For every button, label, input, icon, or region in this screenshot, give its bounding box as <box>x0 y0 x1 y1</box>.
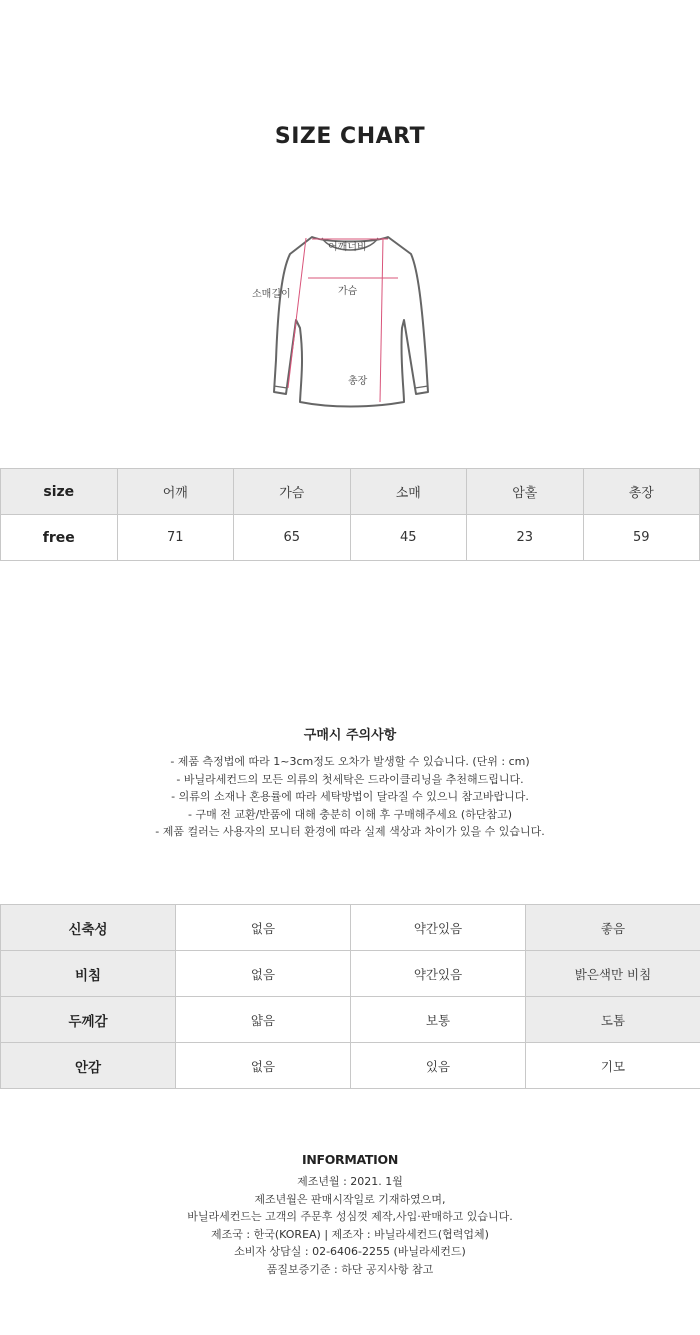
header-armhole: 암홀 <box>467 469 584 515</box>
cell-shoulder: 71 <box>117 515 234 561</box>
header-chest: 가슴 <box>234 469 351 515</box>
cell-chest: 65 <box>234 515 351 561</box>
purchase-notice <box>0 724 700 841</box>
product-information <box>0 1152 700 1279</box>
length-label: 총장 <box>348 376 368 387</box>
garment-diagram <box>240 210 460 410</box>
size-table-header-row <box>1 469 700 515</box>
sheer-option: 약간있음 <box>351 951 526 997</box>
info-line: 품질보증기준 : 하단 공지사항 참고 <box>266 1262 434 1276</box>
notice-line: - 구매 전 교환/반품에 대해 충분히 이해 후 구매해주세요 (하단참고) <box>187 807 512 821</box>
table-row <box>1 997 700 1043</box>
cell-length: 59 <box>583 515 700 561</box>
notice-line: - 바닐라세컨드의 모든 의류의 첫세탁은 드라이클리닝을 추천해드립니다. <box>176 772 524 786</box>
lining-option-selected: 기모 <box>526 1043 700 1089</box>
header-length: 총장 <box>583 469 700 515</box>
table-row <box>1 515 700 561</box>
notice-title: 구매시 주의사항 <box>303 728 397 743</box>
sheer-option: 없음 <box>176 951 351 997</box>
cell-armhole: 23 <box>467 515 584 561</box>
table-row <box>1 951 700 997</box>
lining-label: 안감 <box>1 1043 176 1089</box>
header-sleeve: 소매 <box>350 469 467 515</box>
stretch-option: 약간있음 <box>351 905 526 951</box>
shoulder-label: 어깨너비 <box>328 242 367 253</box>
thickness-option: 보통 <box>351 997 526 1043</box>
chest-label: 가슴 <box>338 286 358 297</box>
header-shoulder: 어깨 <box>117 469 234 515</box>
info-line: 제조년월은 판매시작일로 기재하였으며, <box>254 1192 446 1206</box>
stretch-label: 신축성 <box>1 905 176 951</box>
fabric-feel-table <box>0 904 700 1089</box>
notice-line: - 의류의 소재나 혼용률에 따라 세탁방법이 달라질 수 있으니 참고바랍니다. <box>171 790 529 803</box>
sleeve-label: 소매길이 <box>252 289 291 300</box>
cell-size: free <box>1 515 118 561</box>
header-size: size <box>1 469 118 515</box>
thickness-label: 두께감 <box>1 997 176 1043</box>
information-title: INFORMATION <box>301 1152 398 1167</box>
stretch-option: 없음 <box>176 905 351 951</box>
sheer-label: 비침 <box>1 951 176 997</box>
info-line: 제조국 : 한국(KOREA) | 제조자 : 바닐라세컨드(협력업체) <box>211 1227 489 1241</box>
page-title: SIZE CHART <box>274 124 426 149</box>
info-line: 바닐라세컨드는 고객의 주문후 성심껏 제작,사입·판매하고 있습니다. <box>187 1210 513 1224</box>
sheer-option-selected: 밝은색만 비침 <box>526 951 700 997</box>
stretch-option-selected: 좋음 <box>526 905 700 951</box>
lining-option: 없음 <box>176 1043 351 1089</box>
table-row <box>1 1043 700 1089</box>
lining-option: 있음 <box>351 1043 526 1089</box>
length-measure-line <box>380 238 383 402</box>
cell-sleeve: 45 <box>350 515 467 561</box>
notice-line: - 제품 컬러는 사용자의 모니터 환경에 따라 실제 색상과 차이가 있을 수 있습니다. <box>155 825 545 838</box>
table-row <box>1 905 700 951</box>
thickness-option: 얇음 <box>176 997 351 1043</box>
size-table <box>0 468 700 561</box>
thickness-option-selected: 도톰 <box>526 997 700 1043</box>
info-line: 제조년월 : 2021. 1월 <box>297 1175 403 1188</box>
info-line: 소비자 상담실 : 02-6406-2255 (바닐라세컨드) <box>234 1245 466 1259</box>
notice-line: - 제품 측정법에 따라 1~3cm정도 오차가 발생할 수 있습니다. (단위 : cm) <box>170 755 530 768</box>
sleeve-measure-line <box>288 238 306 388</box>
